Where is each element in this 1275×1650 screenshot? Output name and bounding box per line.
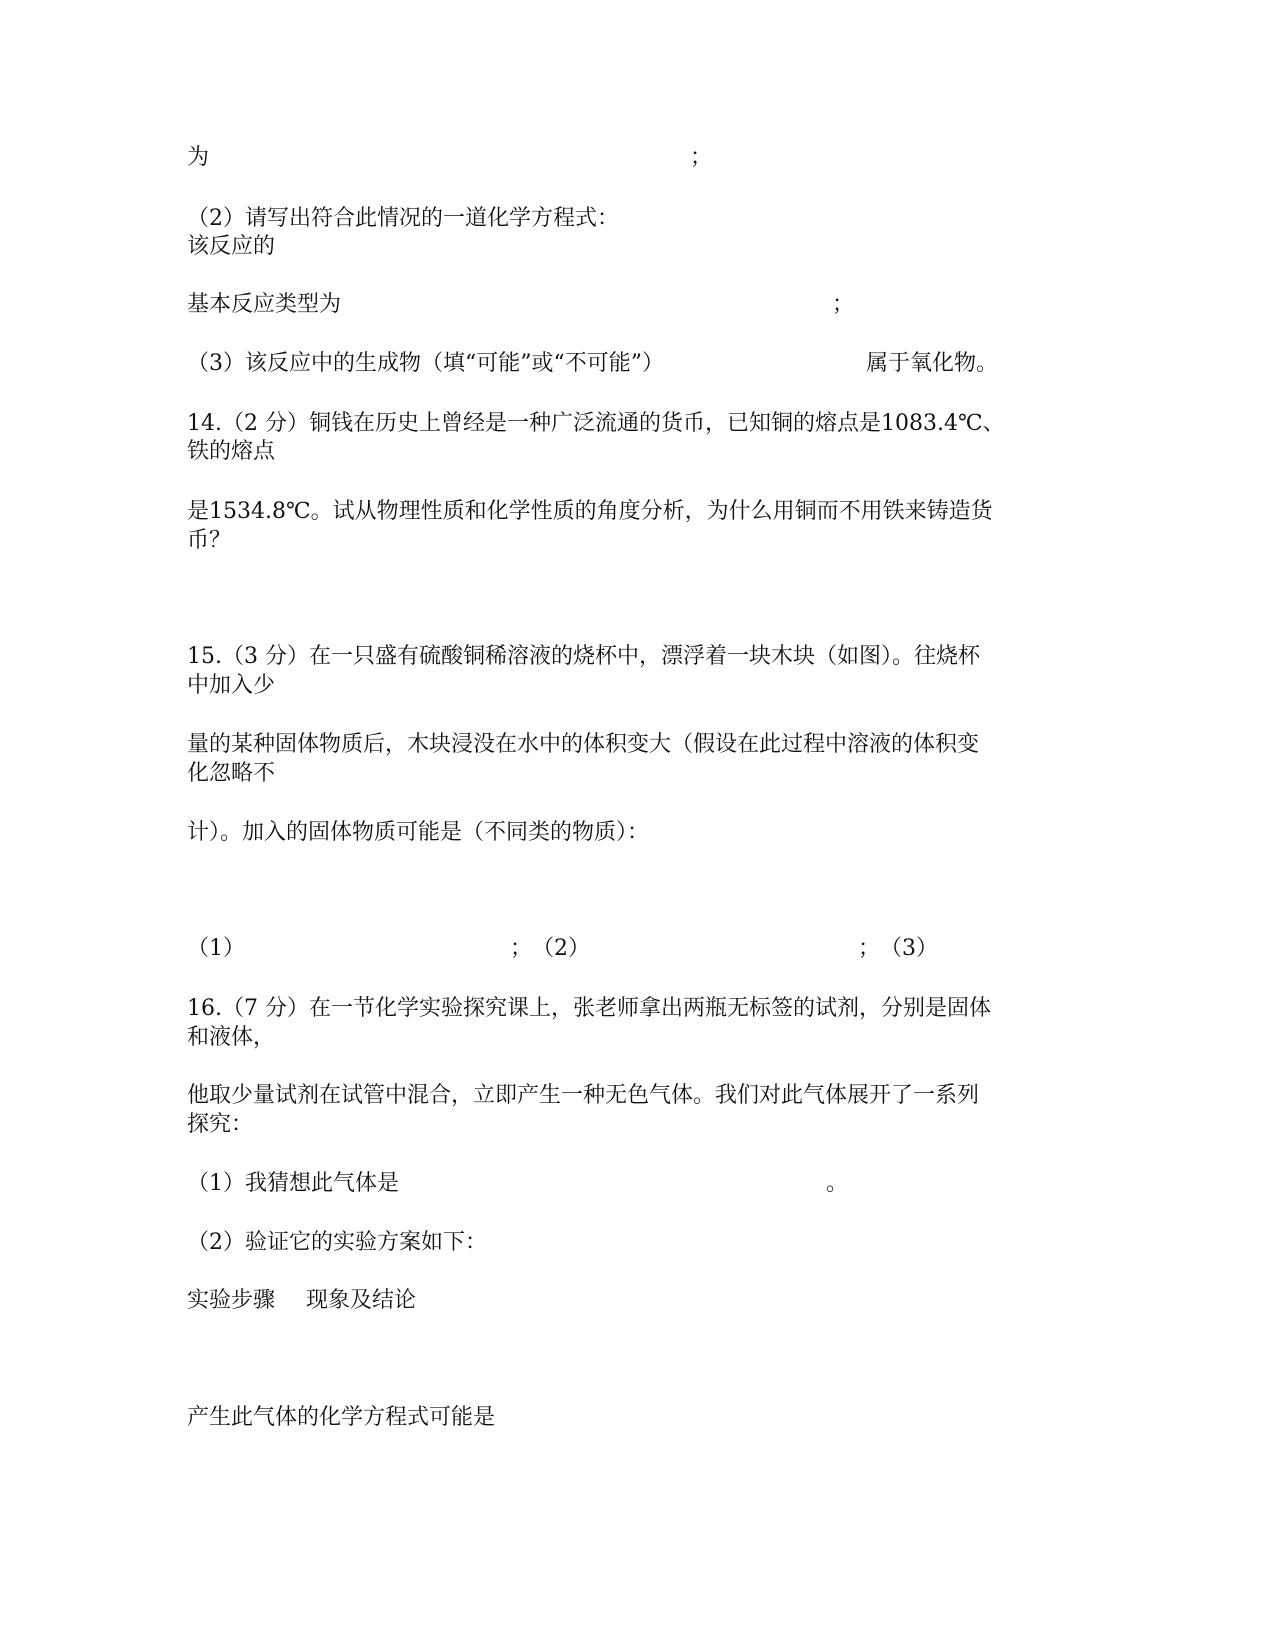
punctuation: 。 bbox=[826, 1171, 849, 1196]
question-16-line: 和液体， bbox=[187, 1025, 276, 1050]
punctuation: ； bbox=[858, 936, 881, 961]
question-16-line: 16.（7 分）在一节化学实验探究课上，张老师拿出两瓶无标签的试剂，分别是固体 bbox=[187, 996, 991, 1021]
question-3-prompt: （3）该反应中的生成物（填“可能”或“不可能”） bbox=[187, 351, 664, 376]
table-header-steps: 实验步骤 bbox=[187, 1288, 276, 1313]
text-segment: 属于氧化物。 bbox=[866, 351, 999, 376]
question-16-line: 探究： bbox=[187, 1112, 254, 1137]
table-header-results: 现象及结论 bbox=[306, 1288, 417, 1313]
text-line: 基本反应类型为 bbox=[187, 292, 342, 317]
question-15-line: 计）。加入的固体物质可能是（不同类的物质）： bbox=[187, 820, 650, 845]
question-15-line: 化忽略不 bbox=[187, 761, 276, 786]
question-16-sub-1: （1）我猜想此气体是 bbox=[187, 1171, 399, 1196]
question-16-line: 产生此气体的化学方程式可能是 bbox=[187, 1405, 496, 1430]
question-16-sub-2: （2）验证它的实验方案如下： bbox=[187, 1230, 487, 1255]
question-15-line: 15.（3 分）在一只盛有硫酸铜稀溶液的烧杯中，漂浮着一块木块（如图）。往烧杯 bbox=[187, 644, 980, 669]
text-line bbox=[187, 144, 209, 172]
question-14-line: 14.（2 分）铜钱在历史上曾经是一种广泛流通的货币，已知铜的熔点是1083.4℃、 bbox=[187, 411, 1005, 436]
punctuation: ； bbox=[690, 145, 713, 170]
question-15-line: 中加入少 bbox=[187, 673, 276, 698]
question-2-prompt: （2）请写出符合此情况的一道化学方程式： bbox=[187, 206, 619, 231]
punctuation: ； bbox=[832, 292, 855, 317]
text-segment: 为 bbox=[187, 145, 210, 170]
question-16-line: 他取少量试剂在试管中混合，立即产生一种无色气体。我们对此气体展开了一系列 bbox=[187, 1083, 980, 1108]
question-14-line: 铁的熔点 bbox=[187, 439, 276, 464]
question-15-line: 量的某种固体物质后，木块浸没在水中的体积变大（假设在此过程中溶液的体积变 bbox=[187, 732, 980, 757]
question-14-line: 是1534.8℃。试从物理性质和化学性质的角度分析，为什么用铜而不用铁来铸造货 bbox=[187, 499, 993, 524]
answer-label-2: （2） bbox=[532, 936, 590, 961]
punctuation: ； bbox=[510, 936, 533, 961]
answer-label-1: （1） bbox=[187, 936, 245, 961]
question-14-line: 币？ bbox=[187, 528, 232, 553]
text-line: 该反应的 bbox=[187, 234, 276, 259]
answer-label-3: （3） bbox=[880, 936, 938, 961]
